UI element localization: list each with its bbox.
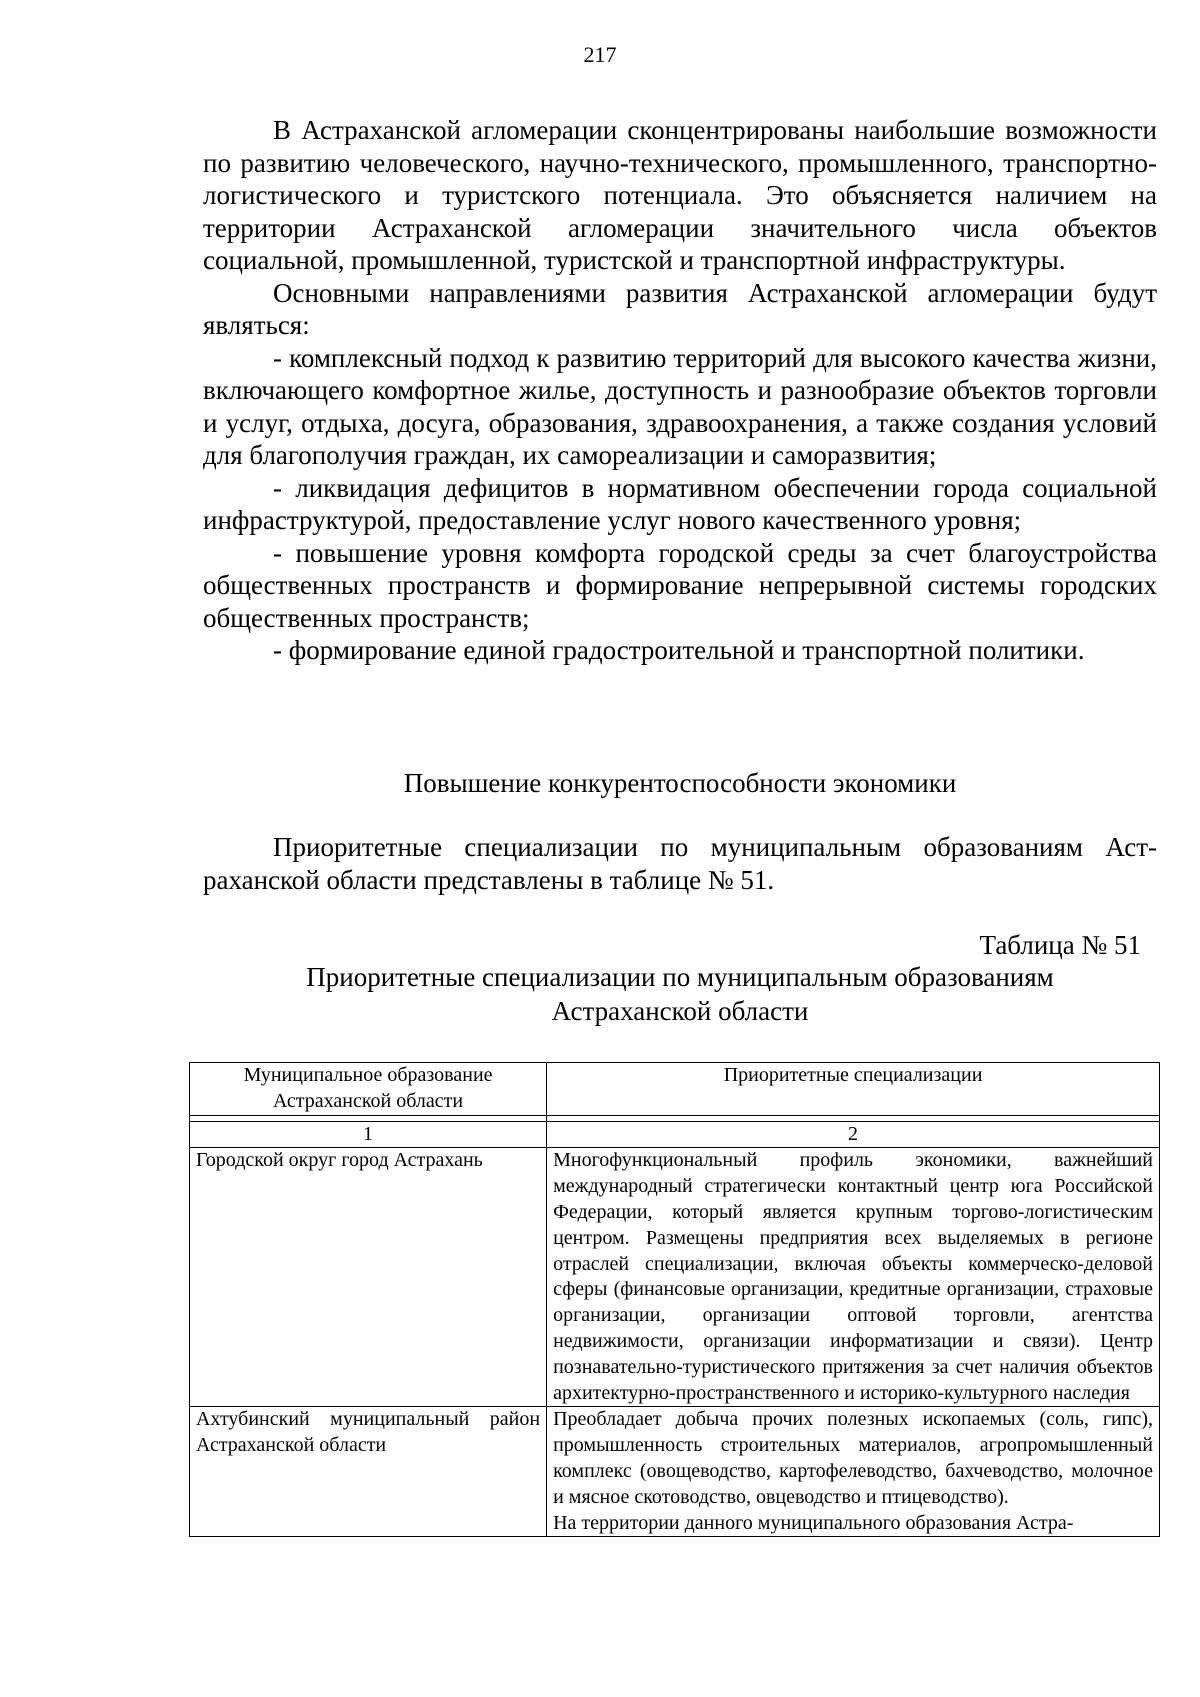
column-number: 2 (547, 1121, 1160, 1148)
specialization-cell: Многофункциональный профиль экономики, важнейший международный стратегически контактный центр юга Российской Федерации, который является крупным торгово-логистическим центром. Размещены предприятия всех выделяемых в регионе отраслей специализации, включая объекты коммерческо-деловой сферы (финансовые организации, кредитные организации, страховые организации, организации оптовой торговли, агентства недвижимости, организации информатизации и связи). Центр познавательно-туристического притяжения за счет наличия объектов архитектурно-пространственного и историко-культурного наследия (547, 1148, 1160, 1407)
list-item: - повышение уровня комфорта городской среды за счет благоустройства общественных пространств и формирование непрерывной системы городских общественных пространств; (203, 537, 1157, 633)
table-header-specializations: Приоритетные специализации (547, 1063, 1160, 1116)
section-text (203, 831, 1157, 896)
paragraph: В Астраханской агломерации сконцентрированы наибольшие возможности по развитию человеческого, научно-технического, промышленного, транспортно-логистического и туристского потенциала. Это объясняется наличием на территории Астраханской агломерации значительного числа объектов социальной, промышленной, туристской и транспортной инфраструктуры. (203, 115, 1157, 275)
table-column-number-row (190, 1121, 1160, 1148)
list-item: - формирование единой градостроительной и транспортной политики. (273, 635, 1085, 665)
table-row (190, 1407, 1160, 1537)
table-title (203, 960, 1157, 1028)
specializations-table (189, 1062, 1160, 1537)
intro-text (203, 114, 1157, 667)
list-item: - ликвидация дефицитов в нормативном обеспечении города социальной инфраструктурой, предоставление услуг нового качественного уровня; (203, 472, 1157, 535)
paragraph: Основными направлениями развития Астраханской агломерации будут являться: (203, 277, 1157, 340)
paragraph: Приоритетные специализации по муниципальным образованиям Астраханской области представлены в таблице № 51. (203, 832, 1157, 895)
specialization-text: Преобладает добыча прочих полезных ископаемых (соль, гипс), промышленность строительных материалов, агропромышленный комплекс (овощеводство, картофелеводство, бахчеводство, молочное и мясное скотоводство, овцеводство и птицеводство). (553, 1408, 1153, 1508)
municipality-cell: Ахтубинский муниципальный район Астраханской области (190, 1407, 547, 1537)
municipality-cell: Городской округ город Астрахань (190, 1148, 547, 1407)
table-row (190, 1148, 1160, 1407)
list-item: - комплексный подход к развитию территорий для высокого качества жизни, включающего комфортное жилье, доступность и разнообразие объектов торговли и услуг, отдыха, досуга, образования, здравоохранения, а также создания условий для благополучия граждан, их самореализации и саморазвития; (203, 342, 1157, 470)
section-heading: Повышение конкурентоспособности экономики (403, 768, 957, 798)
page-number: 217 (583, 42, 617, 67)
table-header-municipality: Муниципальное образование Астраханской области (190, 1063, 547, 1116)
specialization-text-continued: На территории данного муниципального образования Астра- (553, 1511, 1074, 1534)
table-label: Таблица № 51 (979, 930, 1141, 960)
specialization-cell (547, 1407, 1160, 1537)
table-title-line: Приоритетные специализации по муниципальным образованиям (306, 962, 1054, 992)
table-title-line: Астраханской области (551, 996, 809, 1026)
table-header-row (190, 1063, 1160, 1116)
column-number: 1 (190, 1121, 547, 1148)
